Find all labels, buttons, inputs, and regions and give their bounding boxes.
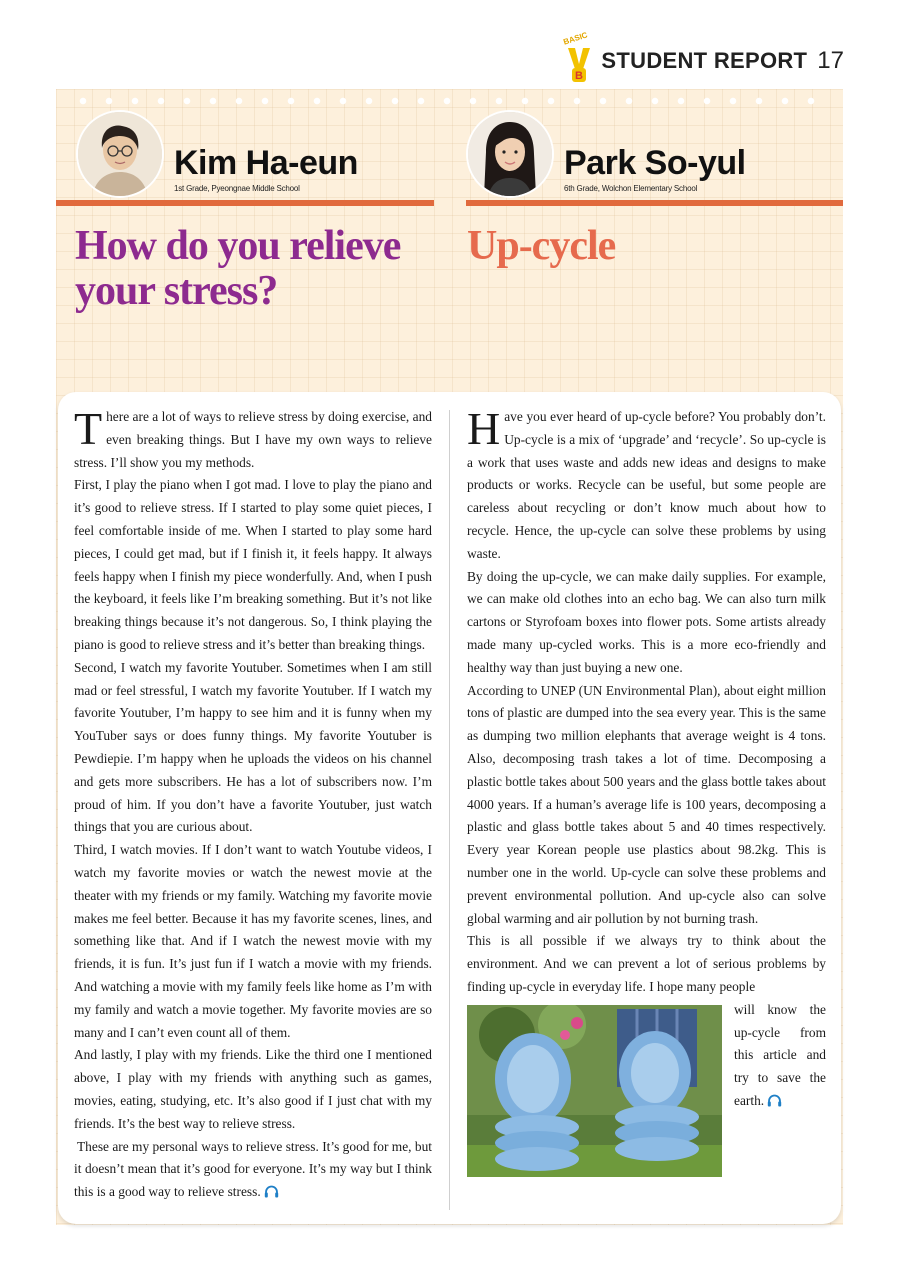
basic-logo [562,30,595,84]
paragraph-text: ave you ever heard of up-cycle before? You probably don’t. Up-cycle is a mix of ‘upgrade’ and ‘recycle’. So up-cycle is a work that uses waste and adds new ideas and designs to make products or works. Recycle can be useful, but some people are careless about recycling or don’t know much about how to recycle. Hence, the up-cycle can solve these problems by using waste. [467,409,826,561]
article-column-stress [74,403,432,1204]
paragraph: First, I play the piano when I got mad. I love to play the piano and it’s good to relieve stress. If I started to play some quiet pieces, I feel comfortable inside of me. When I started to play some hard pieces, I could get mad, but if I finish it, it feels happy. It always feels happy when I finish my piece wonderfully. And, when I push the keyboard, it feels like I’m breaking something. But it’s not like breaking things because it’s not dangerous. So, I think playing the piano is good to relieve stress and it’s better than breaking things. [74,477,432,652]
paragraph: Third, I watch movies. If I don’t want to watch Youtube videos, I watch my favorite movies or watch the newest movie at the theater with my friends or my family. Watching my favorite movie makes me feel better. Because it has my favorite scenes, lines, and something like that. And if I watch the newest movie with my friends, it is fun. It’s just fun if I watch a movie with my friends. And watching a movie with my family feels like home as I’m with my family and watch a movie together. My favorite movies are so many and I can’t even count all of them. [74,842,432,1040]
divider-line [56,200,434,206]
logo-letter: B [575,70,584,82]
paragraph: And lastly, I play with my friends. Like the third one I mentioned above, I play with my friends with anything such as games, movies, eating, studying, etc. It’s also good if I just chat with my friends. It’s the best way to relieve stress. [74,1047,432,1131]
article-title-upcycle: Up-cycle [467,223,616,269]
paragraph-text: will know the up-cycle from this article and try to save the earth. [734,1001,826,1108]
paragraph [74,1136,432,1204]
author-block-kim [56,110,434,206]
drop-cap: T [74,403,103,454]
article-column-upcycle [467,403,826,1177]
avatar [76,110,164,198]
author-block-park [466,110,843,206]
student-portrait-icon [468,112,552,196]
avatar [466,110,554,198]
author-school: 1st Grade, Pyeongnae Middle School [174,184,300,193]
column-divider [449,410,450,1210]
author-name: Park So-yul [564,144,746,182]
author-school: 6th Grade, Wolchon Elementary School [564,184,698,193]
paragraph-text: here are a lot of ways to relieve stress by doing exercise, and even breaking things. But I have my own ways to relieve stress. I’ll show you my methods. [74,409,432,470]
page-header [563,28,844,84]
paragraph: According to UNEP (UN Environmental Plan), about eight million tons of plastic are dumped into the sea every year. This is the same as dumping two million elephants that average weight is 4 tons. Also, decomposing trash takes a lot of time. Decomposing a plastic bottle takes about 500 years and the glass bottle takes about 4000 years. If a human’s average life is 100 years, decomposing a plastic and glass bottle takes about 5 and 40 times respectively. Every year Korean people use plastics about 98.2kg. This is number one in the world. Up-cycle can solve these problems and prevent environmental pollution. And up-cycle also can solve global warming and air pollution by not burning trash. [467,682,826,926]
section-title: STUDENT REPORT [601,48,808,73]
divider-line [466,200,843,206]
paragraph-text: These are my personal ways to relieve stress. It’s good for me, but it doesn’t mean that it’s good for everyone. It’s my way but I think this is a good way to relieve stress. [74,1138,432,1200]
author-name: Kim Ha-eun [174,144,358,182]
page-number: 17 [817,47,844,74]
logo-small-text: BASIC [562,30,590,47]
student-portrait-icon [78,112,162,196]
drop-cap: H [467,403,501,454]
decorative-dots [70,96,830,106]
paragraph: This is all possible if we always try to think about the environment. And we can prevent a lot of serious problems by finding up-cycle in everyday life. I hope many people [467,933,826,994]
headphones-icon [767,1094,782,1107]
article-title-stress: How do you relieve your stress? [75,223,401,314]
paragraph: Second, I watch my favorite Youtuber. Sometimes when I am still mad or feel stressful, I watch my favorite Youtuber. If I watch my favorite Youtuber, I’m happy to see him and it is funny when my YouTuber says or does funny things. My favorite Youtuber is Pewdiepie. I’m happy when he uploads the videos on his channel and gets more subscribers. He has a lot of subscribers now. I’m proud of him. If you don’t have a favorite Youtuber, just watch things that you are curious about. [74,659,432,835]
paragraph [74,403,432,474]
upcycled-tire-chairs-photo [467,1005,722,1177]
paragraph: By doing the up-cycle, we can make daily supplies. For example, we can make old clothes into an echo bag. We can also turn milk cartons or Styrofoam boxes into flower pots. Some artists already made many up-cycled works. This is a more eco-friendly and healthy way than just buying a new one. [467,568,826,675]
v-sign-icon [565,44,593,84]
paragraph [467,403,826,566]
headphones-icon [264,1185,279,1198]
